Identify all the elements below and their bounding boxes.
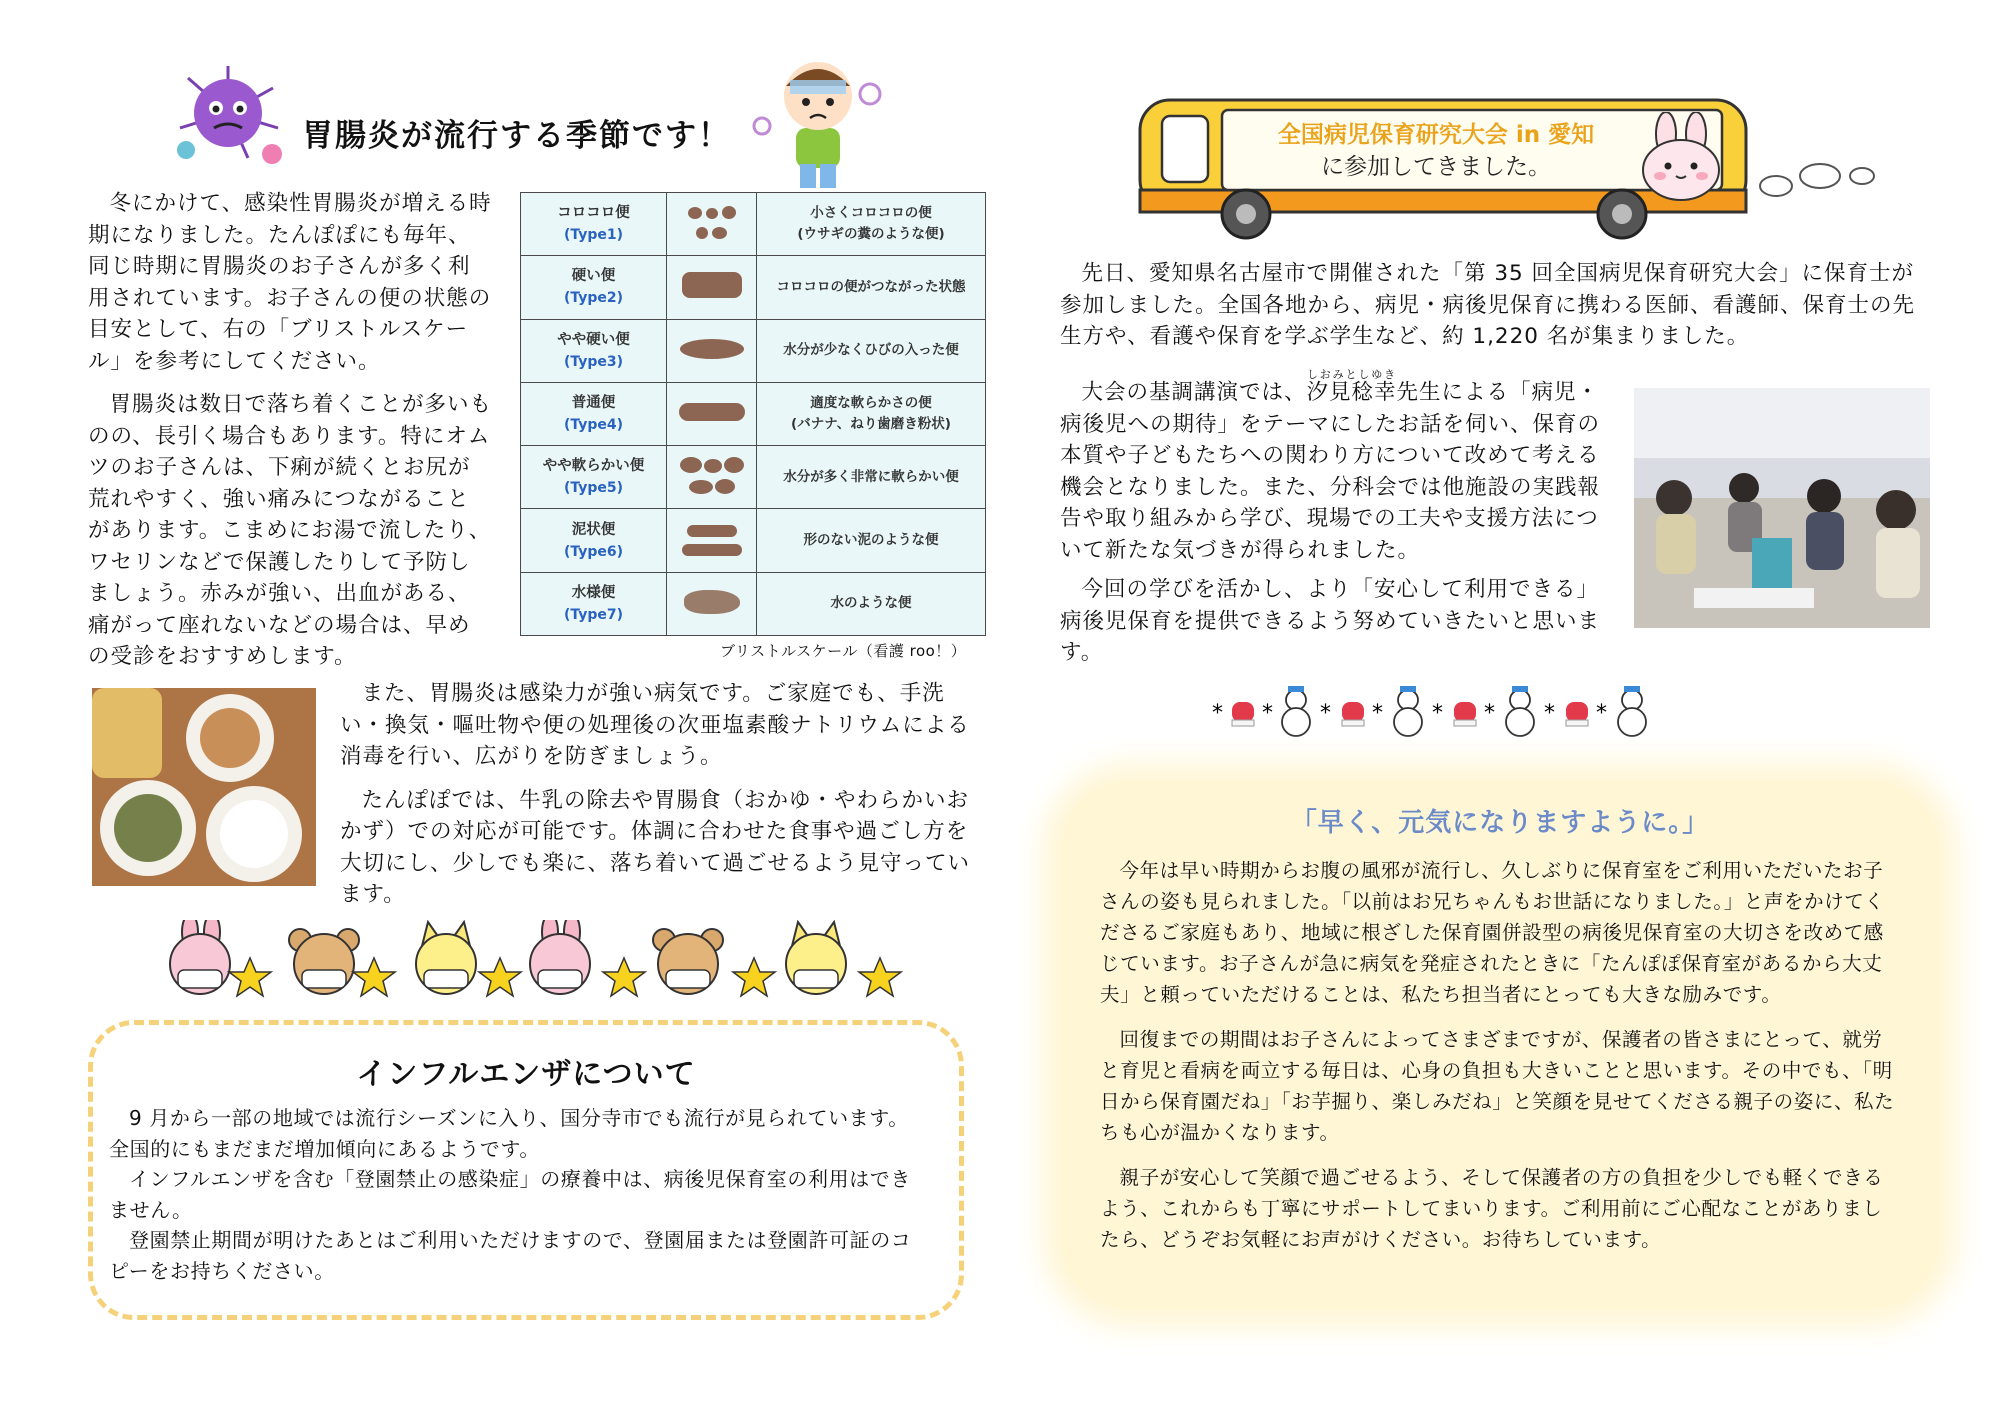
conference-photo (1634, 388, 1930, 628)
stool-description: コロコロの便がつながった状態 (776, 278, 966, 295)
svg-text:*: * (1432, 701, 1443, 726)
svg-text:*: * (1484, 701, 1495, 726)
bus-title-line2: に参加してきました。 (1321, 154, 1551, 180)
message-paragraph-3: 親子が安心して笑顔で過ごせるよう、そして保護者の方の負担を少しでも軽くできるよう、これからも丁寧にサポートしてまいります。ご利用前にご心配なことがありましたら、どうぞお気軽にお声がけください。お待ちしています。 (1100, 1166, 1884, 1251)
gastro-intro-paragraph-1: 冬にかけて、感染性胃腸炎が増える時期になりました。たんぽぽにも毎年、同じ時期に胃腸炎のお子さんが多く利用されています。お子さんの便の状態の目安として、右の「ブリストルスケール」を参考にしてください。 (88, 191, 492, 374)
mitten-icon (1454, 702, 1476, 726)
conference-closing (1060, 574, 1616, 669)
bristol-row (521, 382, 986, 445)
stool-type6-icon (667, 509, 757, 572)
message-paragraph-2: 回復までの期間はお子さんによってさまざまですが、保護者の皆さまにとって、就労と育児と看病を両立する毎日は、心身の負担も大きいことと思います。その中でも、「明日から保育園だね」「お芋掘り、楽しみだね」と笑顔を見せてくださる親子の姿に、私たちも心が温かくなります。 (1100, 1028, 1895, 1144)
speaker-name-reading: しおみとしゆき (1306, 368, 1397, 381)
mitten-icon (1232, 702, 1254, 726)
rabbit-icon (170, 920, 230, 994)
gastro-more (340, 678, 970, 911)
stool-type1-icon (667, 193, 757, 256)
influenza-title: インフルエンザについて (356, 1057, 696, 1092)
speaker-name-text: 汐見稔幸 (1306, 380, 1397, 405)
keynote-lead: 大会の基調講演では、 (1081, 380, 1307, 405)
stool-name: 泥状便 (571, 521, 616, 538)
mitten-icon (1342, 702, 1364, 726)
stool-description: 適度な軟らかさの便 (810, 394, 932, 411)
conference-keynote (1060, 368, 1616, 566)
bristol-scale-table (520, 192, 986, 636)
stool-name: 普通便 (571, 394, 616, 411)
rabbit-icon (1636, 112, 1726, 202)
stool-description-note: (ウサギの糞のような便) (797, 226, 945, 243)
message-box (1060, 780, 1940, 1310)
bear-icon (653, 929, 723, 994)
cat-icon (416, 922, 476, 994)
svg-text:*: * (1544, 701, 1555, 726)
message-paragraph-1: 今年は早い時期からお腹の風邪が流行し、久しぶりに保育室をご利用いただいたお子さんの姿も見られました。「以前はお兄ちゃんもお世話になりました。」と声をかけてくださるご家庭もあり、地域に根ざした保育園併設型の病後児保育室の大切さを改めて感じています。お子さんが急に病気を発症されたときに「たんぽぽ保育室があるから大丈夫」と頼っていただけることは、私たち担当者にとっても大きな励みです。 (1100, 859, 1885, 1006)
influenza-paragraph-1: 9 月から一部の地域では流行シーズンに入り、国分寺市でも流行が見られています。全国的にもまだまだ増加傾向にあるようです。 (109, 1106, 909, 1161)
svg-text:*: * (1372, 701, 1383, 726)
stool-description: 水のような便 (830, 595, 912, 612)
message-title: 「早く、元気になりますように。」 (1290, 808, 1710, 838)
influenza-paragraph-2: インフルエンザを含む「登園禁止の感染症」の療養中は、病後児保育室の利用はできません。 (109, 1167, 911, 1222)
stool-type3-icon (667, 319, 757, 382)
keynote-body: 先生による「病児・病後児への期待」をテーマにしたお話を伺い、保育の本質や子どもたちへの関わり方について改めて考える機会となりました。また、分科会では他施設の実践報告や取り組みから学び、現場での工夫や支援方法について新たな気づきが得られました。 (1060, 380, 1601, 563)
bristol-row (521, 319, 986, 382)
stool-description: 水分が多く非常に軟らかい便 (783, 468, 959, 485)
stool-type: (Type7) (563, 606, 624, 623)
conference-intro (1060, 258, 1920, 353)
bear-icon (289, 929, 359, 994)
svg-text:*: * (1212, 701, 1223, 726)
sick-child-illustration (740, 46, 890, 196)
stool-type5-icon (667, 446, 757, 509)
bristol-row (521, 509, 986, 572)
stool-type2-icon (667, 256, 757, 319)
snowman-icon (1282, 686, 1310, 736)
bristol-caption: ブリストルスケール（看護 roo！） (720, 642, 967, 660)
snowman-icon (1506, 686, 1534, 736)
stool-name: 水様便 (571, 584, 616, 601)
conference-paragraph-3: 今回の学びを活かし、より「安心して利用できる」病後児保育を提供できるよう努めていきたいと思います。 (1060, 577, 1601, 665)
stool-description: 水分が少なくひびの入った便 (783, 342, 959, 359)
gastro-more-paragraph-2: たんぽぽでは、牛乳の除去や胃腸食（おかゆ・やわらかいおかず）での対応が可能です。体調に合わせた食事や過ごし方を大切にし、少しでも楽に、落ち着いて過ごせるよう見守っています。 (340, 787, 971, 907)
gastro-intro (88, 188, 492, 673)
stool-type: (Type6) (563, 543, 624, 560)
stool-type4-icon (667, 382, 757, 445)
virus-illustration (168, 58, 288, 168)
stool-type: (Type5) (563, 480, 624, 497)
stool-description-note: (バナナ、ねり歯磨き粉状) (791, 415, 951, 432)
svg-text:*: * (1262, 701, 1273, 726)
cat-icon (786, 922, 846, 994)
snowman-icon (1618, 686, 1646, 736)
stool-name: やや軟らかい便 (542, 458, 645, 475)
stool-description: 小さくコロコロの便 (810, 205, 932, 222)
animal-ornament-row (150, 920, 920, 1000)
gastro-intro-paragraph-2: 胃腸炎は数日で落ち着くことが多いものの、長引く場合もあります。特にオムツのお子さんは、下痢が続くとお尻が荒れやすく、強い痛みにつながることがあります。こまめにお湯で流したり、ワセリンなどで保護したりして予防しましょう。赤みが強い、出血がある、痛がって座れないなどの場合は、早めの受診をおすすめします。 (88, 392, 493, 669)
gastro-more-paragraph-1: また、胃腸炎は感染力が強い病気です。ご家庭でも、手洗い・換気・嘔吐物や便の処理後の次亜塩素酸ナトリウムによる消毒を行い、広がりを防ぎましょう。 (340, 681, 970, 769)
stool-type: (Type1) (563, 227, 624, 244)
sick-child-meal-photo (92, 688, 316, 886)
bristol-row (521, 193, 986, 256)
bus-banner (1136, 96, 1876, 246)
conference-paragraph-2 (1060, 368, 1616, 566)
stool-type: (Type2) (563, 290, 624, 307)
bristol-row (521, 446, 986, 509)
winter-ornament-row (1208, 680, 1808, 740)
influenza-paragraph-3: 登園禁止期間が明けたあとはご利用いただけますので、登園届または登園許可証のコピーをお持ちください。 (109, 1228, 912, 1283)
conference-paragraph-1: 先日、愛知県名古屋市で開催された「第 35 回全国病児保育研究大会」に保育士が参加しました。全国各地から、病児・病後児保育に携わる医師、看護師、保育士の先生方や、看護や保育を学ぶ学生など、約 1,220 名が集まりました。 (1060, 261, 1916, 349)
stool-type: (Type3) (563, 353, 624, 370)
stool-type: (Type4) (563, 416, 624, 433)
svg-text:*: * (1596, 701, 1607, 726)
svg-text:*: * (1320, 701, 1331, 726)
mitten-icon (1566, 702, 1588, 726)
speaker-name (1306, 368, 1397, 405)
stool-name: やや硬い便 (557, 331, 630, 348)
bus-title-line1: 全国病児保育研究大会 in 愛知 (1277, 122, 1595, 148)
bristol-row (521, 256, 986, 319)
snowman-icon (1394, 686, 1422, 736)
gastro-title: 胃腸炎が流行する季節です！ (302, 118, 731, 154)
rabbit-icon (530, 920, 590, 994)
stool-type7-icon (667, 572, 757, 635)
influenza-box (88, 1020, 964, 1320)
stool-name: コロコロ便 (557, 205, 630, 222)
stool-name: 硬い便 (571, 268, 616, 285)
stool-description: 形のない泥のような便 (803, 532, 939, 549)
bristol-row (521, 572, 986, 635)
